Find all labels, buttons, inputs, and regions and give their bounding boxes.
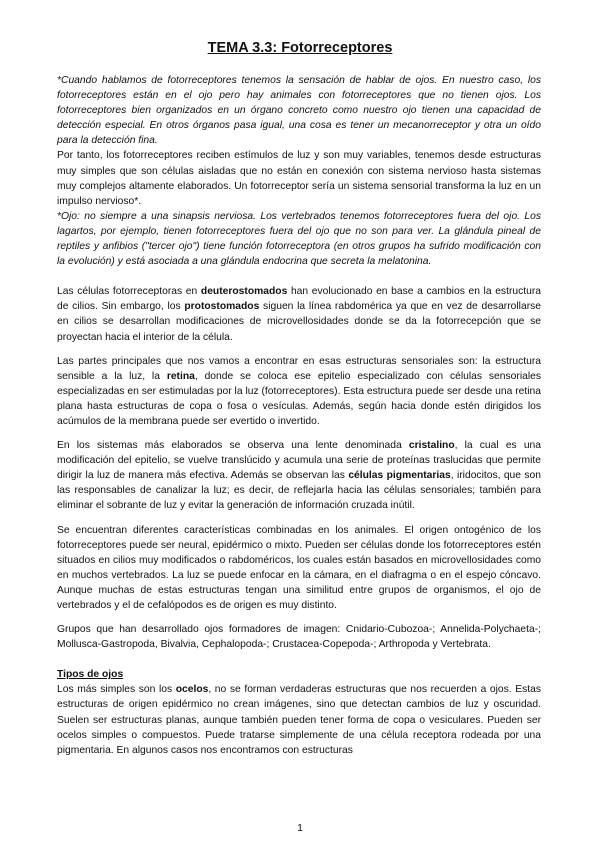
paragraph-text: , donde se coloca ese epitelio especializado con células sensoriales especializadas en ser estimuladas por la luz (fotorreceptores). Esta estructura puede ser desde una retina plana hasta estructuras de copa o fosa o vesículas. Además, según hacia donde estén dirigidos los acúmulos de la membrana puede ser evertido o invertido. [57, 370, 541, 427]
term-deuterostomados: deuterostomados [200, 286, 288, 298]
intro-text: Por tanto, los fotorreceptores reciben estímulos de luz y son muy variables, tenemos desde estructuras muy simples que son células aisladas que no están en conexión con sistema nervioso hasta sistemas muy complejos altamente elaborados. Un fotorreceptor sería un sistema sensorial transforma la luz en un impulso nervioso*. [57, 150, 541, 207]
paragraph-cristalino [57, 438, 541, 513]
eye-note: *Ojo: no siempre a una sinapsis nerviosa. Los vertebrados tenemos fotorreceptores fuera del ojo. Los lagartos, por ejemplo, tienen fotorreceptores fuera del ojo que no son para ver. La glándula pineal de reptiles y anfibios ("tercer ojo") tiene función fotorreceptora (en otros grupos ha sufrido modificación con la evolución) y está asociada a una glándula endocrina que secreta la melatonina. [57, 210, 541, 268]
paragraph-retina [57, 354, 541, 429]
paragraph-text: , no se forman verdaderas estructuras que nos recuerden a ojos. Estas estructuras de origen epidérmico no crean imágenes, sino que detectan cambios de luz y oscuridad. Suelen ser estructuras planas, aunque también pueden tener forma de copa o vesiculares. Pueden ser ocelos simples o compuestos. Puede tratarse simplemente de una célula receptora rodeada por una pigmentaria. En algunos casos nos encontramos con estructuras [57, 684, 541, 756]
section-heading [57, 667, 541, 682]
intro-note: *Cuando hablamos de fotorreceptores tenemos la sensación de hablar de ojos. En nuestro caso, los fotorreceptores están en el ojo pero hay animales con fotorreceptores que no tienen ojos. Los fotorreceptores bien organizados en un órgano concreto como nuestro ojo tienen una capacidad de detección especial. En otros órganos pasa igual, una cosa es tener un mecanorreceptor y otra un oído para la detección fina. [57, 75, 541, 147]
paragraph-text: , iridocitos, que son las responsables de canalizar la luz; es decir, de reflejarla hacia las células sensoriales; también para eliminar el sobrante de luz y evitar la generación de información cruzada inútil. [57, 470, 541, 512]
paragraph-text: , la cual es una modificación del epitelio, se vuelve translúcido y acumula una serie de proteínas traslucidas que permite dirigir la luz de manera más efectiva. Además se observan las [57, 440, 542, 482]
paragraph-cilia [57, 284, 541, 344]
section-heading-text: Tipos de ojos [57, 669, 124, 681]
paragraph-text: En los sistemas más elaborados se observa una lente denominada [57, 440, 409, 452]
term-protostomados: protostomados [184, 301, 260, 313]
term-celulas-pigmentarias: células pigmentarias [348, 470, 451, 482]
paragraph-origin: Se encuentran diferentes características combinadas en los animales. El origen ontogénico de los fotorreceptores puede ser neural, epidérmico o mixto. Pueden ser células donde los fotorreceptores estén situados en cilios muy modificados o rabdoméricos, los cuales están basados en microvellosidades como en muchos vertebrados. La luz se puede enfocar en la cámara, en el diafragma o en el espejo cóncavo. Aunque muchas de estas estructuras tengan una similitud entre grupos de organismos, el ojo de vertebrados y el de cefalópodos es de origen es muy distinto. [57, 524, 541, 611]
page-number: 1 [297, 822, 303, 834]
paragraph-text: Las células fotorreceptoras en [57, 286, 201, 298]
paragraph-text: han evolucionado en base a cambios en la estructura de cilios. Sin embargo, los [57, 286, 541, 313]
paragraph-groups: Grupos que han desarrollado ojos formadores de imagen: Cnidario-Cubozoa-; Annelida-Polychaeta-; Mollusca-Gastropoda, Bivalvia, Cephalopoda-; Crustacea-Copepoda-; Arthropoda y Vertebrata. [57, 624, 541, 651]
term-ocelos: ocelos [175, 684, 209, 696]
page-title: TEMA 3.3: Fotorreceptores [207, 40, 393, 56]
paragraph-ocelos [57, 682, 541, 757]
page-content [57, 73, 541, 758]
paragraph-text: siguen la línea rabdomérica ya que en vez de desarrollarse en cilios se desarrollan modificaciones de microvellosidades donde se da la fotorrecepción que se proyectan hacia el interior de la célula. [57, 301, 541, 343]
paragraph-text: Las partes principales que nos vamos a encontrar en esas estructuras sensoriales son: la estructura sensible a la luz, la [57, 355, 541, 382]
term-retina: retina [166, 370, 195, 382]
term-cristalino: cristalino [408, 440, 455, 452]
paragraph-text: Los más simples son los [57, 684, 176, 696]
